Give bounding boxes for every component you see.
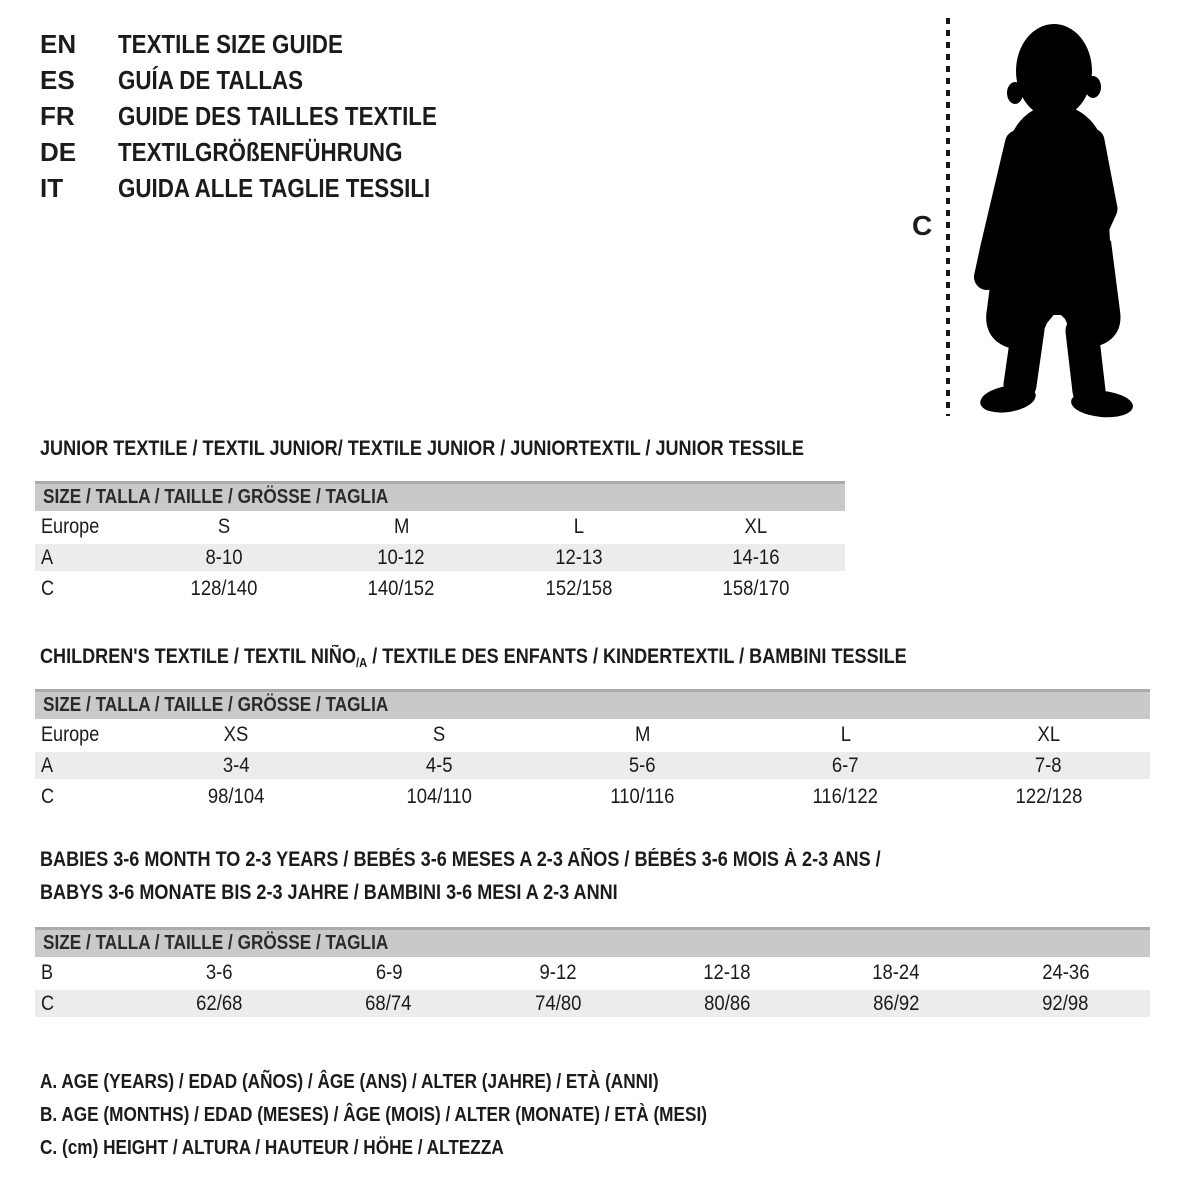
junior-size-header-bar bbox=[35, 481, 845, 511]
lang-row-it bbox=[40, 170, 489, 206]
cell-value: M bbox=[634, 722, 651, 746]
cell-value: S bbox=[433, 722, 446, 746]
cell-value: 12-13 bbox=[555, 545, 603, 569]
row-label: C bbox=[41, 784, 55, 808]
row-label: A bbox=[41, 753, 54, 777]
babies-size-table bbox=[35, 927, 1150, 1019]
cell-value: 4-5 bbox=[426, 753, 453, 777]
lang-row-de bbox=[40, 134, 489, 170]
row-label: B bbox=[41, 960, 54, 984]
lang-row-es bbox=[40, 62, 489, 98]
lang-row-fr bbox=[40, 98, 489, 134]
cell-value: 140/152 bbox=[367, 576, 435, 600]
cell-value: S bbox=[217, 514, 230, 538]
lang-title: TEXTILE SIZE GUIDE bbox=[118, 28, 343, 59]
junior-section-title-text: JUNIOR TEXTILE / TEXTIL JUNIOR/ TEXTILE JUNIOR / JUNIORTEXTIL / JUNIOR TESSILE bbox=[40, 437, 804, 460]
cell-value: 74/80 bbox=[534, 991, 582, 1015]
babies-title-line2: BABYS 3-6 MONATE BIS 2-3 JAHRE / BAMBINI 3-6 MESI A 2-3 ANNI bbox=[40, 881, 618, 904]
row-label: Europe bbox=[41, 722, 100, 746]
cell-value: 7-8 bbox=[1035, 753, 1062, 777]
children-section-title bbox=[40, 640, 1048, 679]
table-row bbox=[35, 542, 845, 573]
cell-value: 152/158 bbox=[545, 576, 613, 600]
lang-row-en bbox=[40, 26, 489, 62]
cell-value: 18-24 bbox=[872, 960, 920, 984]
cell-value: 6-9 bbox=[375, 960, 403, 984]
lang-code: ES bbox=[40, 64, 75, 95]
note-b: B. AGE (MONTHS) / EDAD (MESES) / ÂGE (MOIS) / ALTER (MONATE) / ETÀ (MESI) bbox=[40, 1104, 707, 1126]
children-section-title-text: CHILDREN'S TEXTILE / TEXTIL NIÑO/A / TEXTILE DES ENFANTS / KINDERTEXTIL / BAMBINI TESSILE bbox=[40, 645, 907, 670]
cell-value: 128/140 bbox=[190, 576, 258, 600]
children-size-header-bar bbox=[35, 689, 1150, 719]
cell-value: 116/122 bbox=[812, 784, 879, 808]
cell-value: XS bbox=[224, 722, 249, 746]
junior-size-table bbox=[35, 481, 845, 604]
note-a: A. AGE (YEARS) / EDAD (AÑOS) / ÂGE (ANS) / ALTER (JAHRE) / ETÀ (ANNI) bbox=[40, 1071, 659, 1093]
cell-value: 158/170 bbox=[722, 576, 790, 600]
size-header-label: SIZE / TALLA / TAILLE / GRÖSSE / TAGLIA bbox=[43, 694, 389, 716]
cell-value: L bbox=[840, 722, 851, 746]
cell-value: 5-6 bbox=[629, 753, 656, 777]
cell-value: 86/92 bbox=[873, 991, 920, 1015]
table-row bbox=[35, 719, 1150, 750]
cell-value: 104/110 bbox=[406, 784, 473, 808]
babies-section-title bbox=[40, 843, 1018, 909]
cell-value: L bbox=[573, 514, 584, 538]
cell-value: M bbox=[393, 514, 409, 538]
cell-value: 9-12 bbox=[539, 960, 577, 984]
table-row bbox=[35, 750, 1150, 781]
cell-value: 122/128 bbox=[1015, 784, 1082, 808]
cell-value: XL bbox=[744, 514, 768, 538]
lang-code: DE bbox=[40, 136, 77, 167]
cell-value: 3-6 bbox=[206, 960, 233, 984]
cell-value: 62/68 bbox=[196, 991, 243, 1015]
cell-value: 68/74 bbox=[365, 991, 412, 1015]
lang-title: GUIDE DES TAILLES TEXTILE bbox=[118, 100, 437, 131]
toddler-silhouette-icon bbox=[962, 13, 1140, 421]
junior-section-title bbox=[40, 432, 928, 465]
height-measure-dashed-line bbox=[946, 18, 950, 416]
cell-value: 6-7 bbox=[832, 753, 859, 777]
size-header-label: SIZE / TALLA / TAILLE / GRÖSSE / TAGLIA bbox=[43, 932, 389, 954]
cell-value: 12-18 bbox=[703, 960, 751, 984]
babies-title-line1: BABIES 3-6 MONTH TO 2-3 YEARS / BEBÉS 3-6 MESES A 2-3 AÑOS / BÉBÉS 3-6 MOIS À 2-3 ANS / bbox=[40, 848, 881, 871]
cell-value: 10-12 bbox=[377, 545, 425, 569]
height-measure-label: C bbox=[912, 210, 933, 241]
table-row bbox=[35, 511, 845, 542]
table-row bbox=[35, 781, 1150, 812]
babies-size-header-bar bbox=[35, 927, 1150, 957]
cell-value: 110/116 bbox=[610, 784, 675, 808]
row-label: C bbox=[41, 576, 55, 600]
lang-code: IT bbox=[40, 172, 64, 203]
size-header-label: SIZE / TALLA / TAILLE / GRÖSSE / TAGLIA bbox=[43, 486, 389, 508]
cell-value: 80/86 bbox=[703, 991, 751, 1015]
cell-value: 98/104 bbox=[208, 784, 265, 808]
lang-title: GUIDA ALLE TAGLIE TESSILI bbox=[118, 172, 431, 203]
row-label: Europe bbox=[41, 514, 100, 538]
language-title-list bbox=[40, 26, 489, 206]
lang-code: EN bbox=[40, 28, 77, 59]
row-label: A bbox=[41, 545, 54, 569]
legend-notes bbox=[40, 1066, 816, 1165]
cell-value: 92/98 bbox=[1042, 991, 1089, 1015]
table-row bbox=[35, 573, 845, 604]
cell-value: 3-4 bbox=[223, 753, 250, 777]
cell-value: XL bbox=[1037, 722, 1060, 746]
table-row bbox=[35, 988, 1150, 1019]
lang-title: GUÍA DE TALLAS bbox=[118, 64, 304, 95]
lang-title: TEXTILGRÖßENFÜHRUNG bbox=[118, 136, 403, 167]
row-label: C bbox=[41, 991, 55, 1015]
table-row bbox=[35, 957, 1150, 988]
cell-value: 14-16 bbox=[732, 545, 780, 569]
cell-value: 24-36 bbox=[1041, 960, 1090, 984]
note-c: C. (cm) HEIGHT / ALTURA / HAUTEUR / HÖHE / ALTEZZA bbox=[40, 1137, 504, 1159]
children-size-table bbox=[35, 689, 1150, 812]
lang-code: FR bbox=[40, 100, 75, 131]
cell-value: 8-10 bbox=[205, 545, 243, 569]
